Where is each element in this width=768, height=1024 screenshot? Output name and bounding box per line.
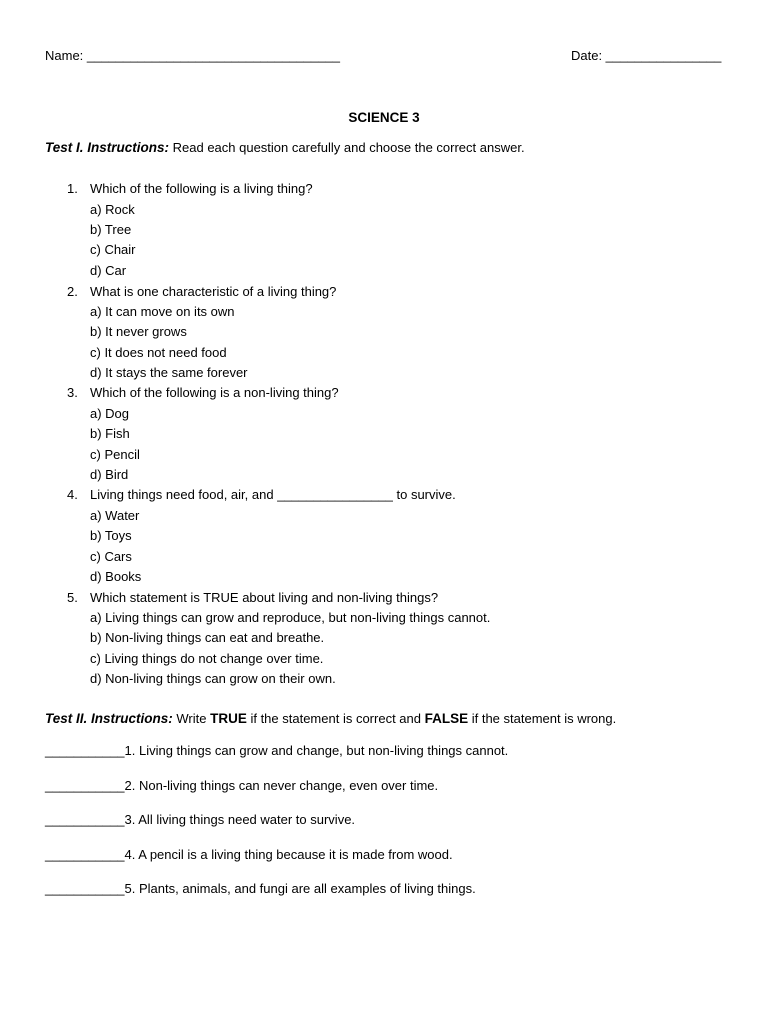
true-false-item: ___________1. Living things can grow and change, but non-living things cannot.: [45, 743, 509, 758]
answer-option: a) Dog: [90, 406, 130, 421]
answer-option: c) Living things do not change over time.: [90, 651, 324, 666]
test1-label: Test I. Instructions:: [45, 140, 170, 155]
question-number: 5.: [67, 590, 78, 605]
question-text: What is one characteristic of a living thing?: [90, 284, 337, 299]
answer-option: d) Books: [90, 569, 142, 584]
answer-option: a) Water: [90, 508, 140, 523]
name-field: Name: ___________________________________: [45, 48, 340, 63]
answer-option: c) Cars: [90, 549, 132, 564]
answer-option: a) It can move on its own: [90, 304, 235, 319]
answer-option: b) Fish: [90, 426, 130, 441]
question-number: 4.: [67, 487, 78, 502]
answer-option: c) It does not need food: [90, 345, 227, 360]
answer-option: a) Living things can grow and reproduce, but non-living things cannot.: [90, 610, 491, 625]
answer-option: d) Car: [90, 263, 127, 278]
test1-instruction-text: Read each question carefully and choose the correct answer.: [169, 140, 525, 155]
true-false-item: ___________2. Non-living things can never change, even over time.: [45, 778, 439, 793]
question-text: Which statement is TRUE about living and non-living things?: [90, 590, 439, 605]
question-number: 2.: [67, 284, 78, 299]
test2-middle-text: if the statement is correct and: [246, 711, 425, 726]
false-keyword: FALSE: [424, 711, 469, 726]
test2-end-text: if the statement is wrong.: [468, 711, 617, 726]
answer-option: b) Toys: [90, 528, 132, 543]
true-false-item: ___________3. All living things need water to survive.: [45, 812, 356, 827]
page-title: SCIENCE 3: [348, 110, 420, 125]
question-number: 3.: [67, 385, 78, 400]
answer-option: b) It never grows: [90, 324, 187, 339]
question-number: 1.: [67, 181, 78, 196]
answer-option: d) It stays the same forever: [90, 365, 248, 380]
answer-option: d) Bird: [90, 467, 129, 482]
question-text: Living things need food, air, and ________________ to survive.: [90, 487, 456, 502]
true-keyword: TRUE: [210, 711, 247, 726]
answer-option: a) Rock: [90, 202, 135, 217]
test1-instructions: [45, 140, 525, 156]
question-text: Which of the following is a living thing?: [90, 181, 313, 196]
true-false-item: ___________4. A pencil is a living thing because it is made from wood.: [45, 847, 453, 862]
test2-write-text: Write: [172, 711, 211, 726]
answer-option: b) Tree: [90, 222, 132, 237]
test2-instructions: [45, 711, 616, 727]
date-field: Date: ________________: [571, 48, 722, 63]
answer-option: c) Chair: [90, 242, 136, 257]
answer-option: b) Non-living things can eat and breathe.: [90, 630, 325, 645]
test2-label: Test II. Instructions:: [45, 711, 173, 726]
question-text: Which of the following is a non-living thing?: [90, 385, 339, 400]
true-false-item: ___________5. Plants, animals, and fungi are all examples of living things.: [45, 881, 476, 896]
answer-option: d) Non-living things can grow on their own.: [90, 671, 336, 686]
answer-option: c) Pencil: [90, 447, 140, 462]
